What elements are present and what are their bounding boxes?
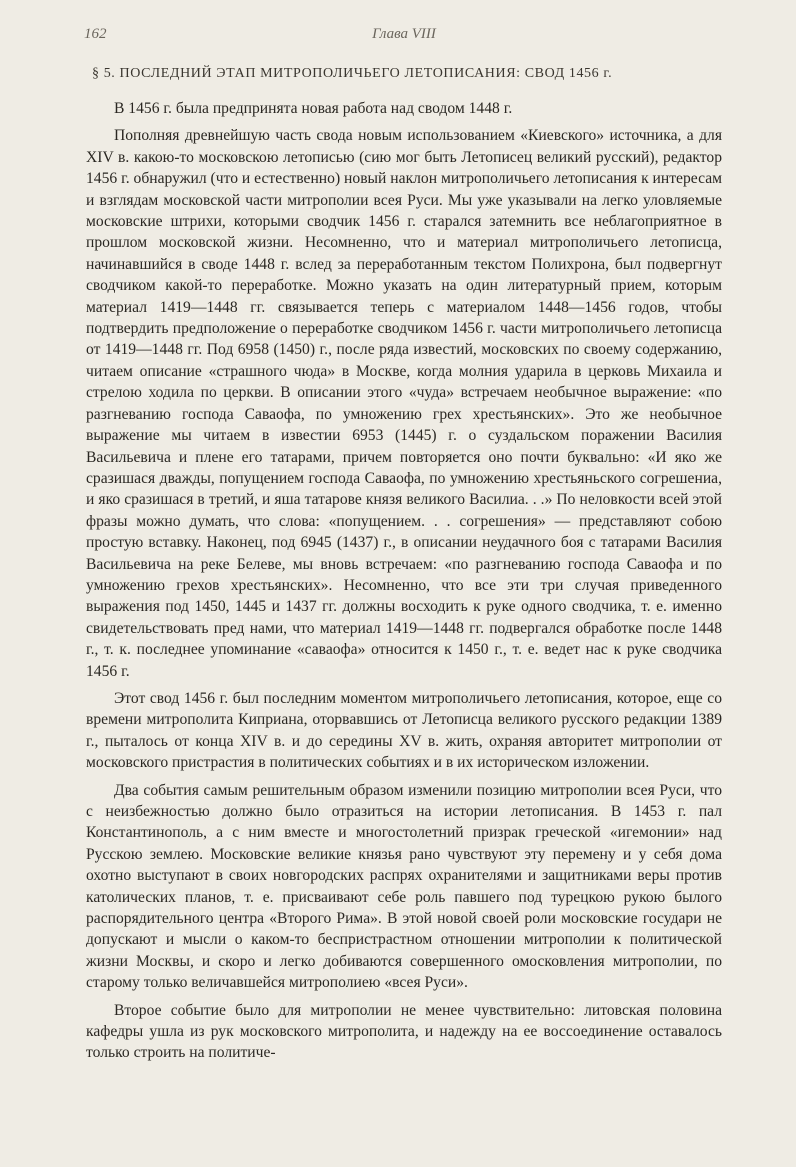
section-title: § 5. ПОСЛЕДНИЙ ЭТАП МИТРОПОЛИЧЬЕГО ЛЕТОПИСАНИЯ: СВОД 1456 г.: [92, 66, 613, 81]
paragraph: Второе событие было для митрополии не менее чувствительно: литовская половина кафедры ушла из рук московского митрополита, и надежду на ее воссоединение оставалось только строить на политиче-: [86, 1001, 722, 1062]
paragraph: Пополняя древнейшую часть свода новым использованием «Киевского» источника, а для XIV в. какою-то московскою летописью (сию мог быть Летописец великий русский), редактор 1456 г. обнаружил (что и естественно) новый наклон митрополичьего летописания к интересам и взглядам московской части митрополии всея Руси. Мы уже указывали на легко уловляемые московские штрихи, которыми сводчик 1456 г. старался затемнить все неблагоприятное в прошлом московской жизни. Несомненно, что и материал митрополичьего летописца, начинавшийся в своде 1448 г. вслед за переработанным текстом Полихрона, был подвергнут сводчиком какой-то переработке. Можно указать на один литературный прием, которым материал 1419—1448 гг. связывается теперь с материалом 1448—1456 годов, чтобы подтвердить предположение о переработке сводчиком 1456 г. части митрополичьего летописца от 1419—1448 гг. Под 6958 (1450) г., после ряда известий, московских по своему содержанию, читаем описание «страшного чюда» в Москве, когда молния ударила в церковь Михаила и стрелою ходила по церкви. В описании этого «чуда» встречаем необычное выражение: «по разгневанию господа Саваофа, по умножению грех хрестьянских». Это же необычное выражение мы читаем в известии 6953 (1445) г. о суздальском поражении Василия Васильевича и плене его татарами, причем повторяется оно почти буквально: «И яко же сразишася дважды, попущением господа Саваофа, по умножению хрестьяньского согрешениа, и яко сразишася в третий, и яша татарове князя великого Василиа. . .» По неловкости всей этой фразы можно думать, что слова: «попущением. . . согрешения» — представляют собою простую вставку. Наконец, под 6945 (1437) г., в описании неудачного боя с татарами Василия Васильевича на реке Белеве, мы вновь встречаем: «по разгневанию господа Саваофа и по умножению грехов хрестьянских». Несомненно, что все эти три случая приведенного выражения под 1450, 1445 и 1437 гг. должны восходить к руке одного сводчика, т. е. именно свидетельствовать пред нами, что материал 1419—1448 гг. подвергался обработке после 1448 г., т. к. последнее упоминание «саваофа» относится к 1450 г., т. е. ведет нас к руке сводчика 1456 г.: [86, 127, 722, 680]
chapter-title: Глава VIII: [372, 26, 436, 42]
paragraph: Этот свод 1456 г. был последним моментом митрополичьего летописания, которое, еще со времени митрополита Киприана, оторвавшись от Летописца великого русского редакции 1389 г., пыталось от конца XIV в. и до середины XV в. жить, охраняя авторитет митрополии от московского пристрастия в политических событиях и в их историческом изложении.: [86, 689, 722, 772]
page-number: 162: [84, 26, 107, 42]
running-head: [84, 26, 724, 48]
paragraph: В 1456 г. была предпринята новая работа над сводом 1448 г.: [114, 100, 513, 117]
paragraph: Два события самым решительным образом изменили позицию митрополии всея Руси, что с неизбежностью должно было отразиться на истории летописания. В 1453 г. пал Константинополь, а с ним вместе и многостолетний призрак греческой «игемонии» над Русскою землею. Московские великие князья рано чувствуют эту перемену и у себя дома охотно выступают в своих новгородских распрях охранителями и защитниками веры против католических планов, т. е. присваивают себе роль павшего под турецкою рукою былого распорядительного центра «Второго Рима». В этой новой своей роли московские государи не допускают и мысли о каком-то беспристрастном отношении митрополии к политической жизни Москвы, и скоро и легко добиваются совершенного омосковления митрополии, по старому только величавшейся митрополиею «всея Руси».: [86, 781, 722, 992]
body-text: [86, 98, 722, 1064]
